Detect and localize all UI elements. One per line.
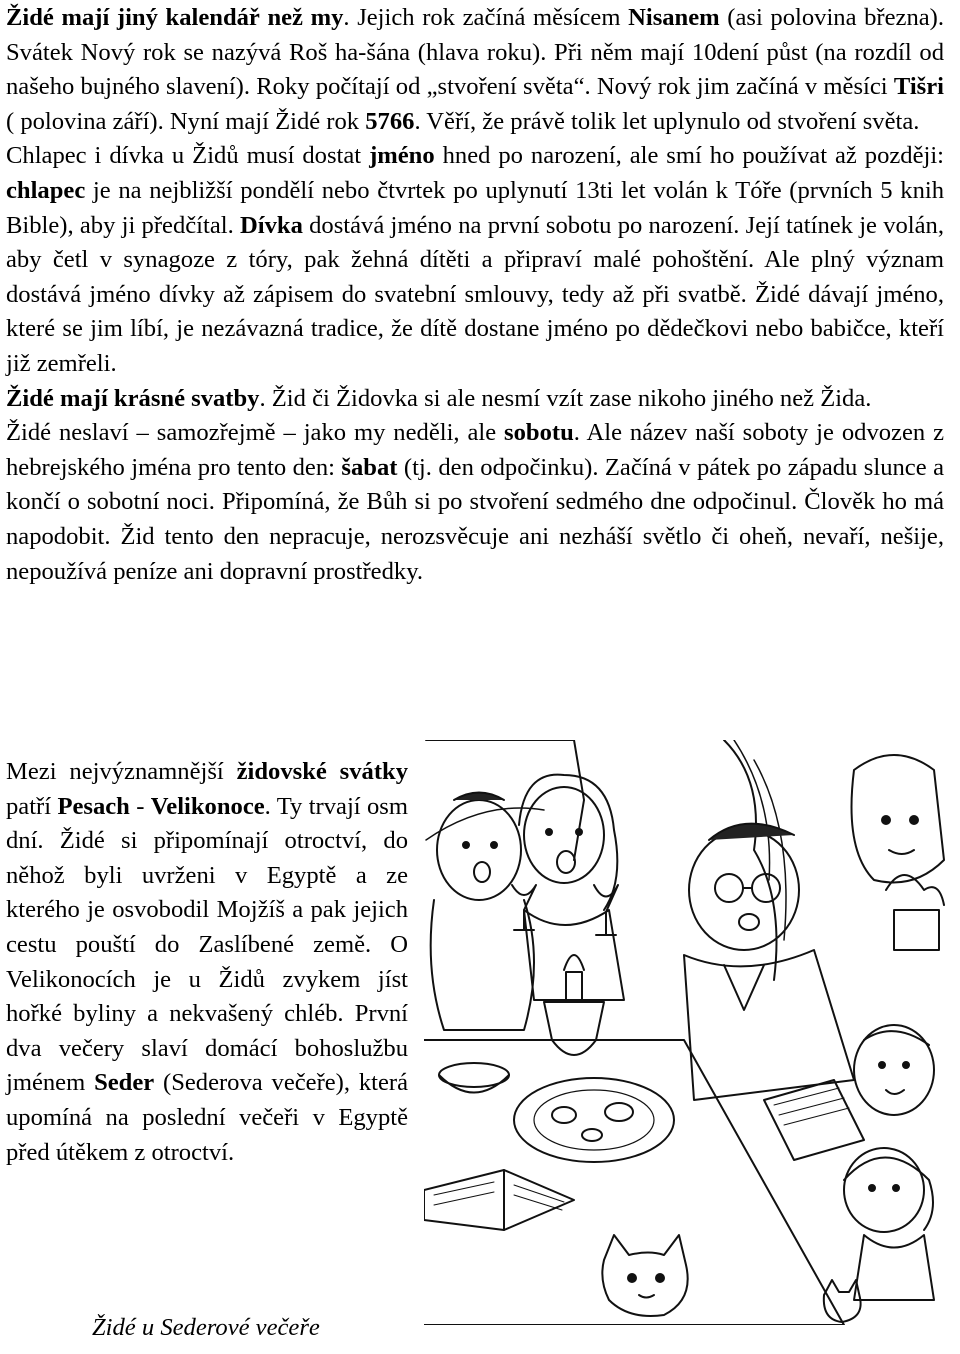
- seder-dinner-illustration: [424, 740, 946, 1325]
- bold-phrase: sobotu: [504, 419, 574, 447]
- text-run: Židé neslaví – samozřejmě – jako my neděli, ale: [6, 419, 505, 447]
- bold-phrase: 5766: [365, 107, 415, 135]
- text-run: . Věří, že právě tolik let uplynulo od stvoření světa.: [414, 107, 920, 135]
- paragraph-weddings: [6, 382, 944, 417]
- text-run: ( polovina září). Nyní mají Židé rok: [6, 107, 366, 135]
- pesach-column: [6, 755, 408, 1170]
- bold-phrase: Židé mají jiný kalendář než my: [6, 4, 344, 31]
- bold-phrase: Židé mají krásné svatby: [6, 384, 260, 412]
- bold-phrase: Pesach: [57, 792, 130, 820]
- paragraph-names: [6, 139, 944, 381]
- bold-phrase: Seder: [94, 1069, 155, 1097]
- text-run: patří: [6, 792, 58, 820]
- text-run: Chlapec i dívka u Židů musí dostat: [6, 142, 370, 170]
- text-run: (tj. den odpočinku). Začíná v pátek po západu slunce a končí o sobotní noci. Připomíná, že Bůh si po stvoření sedmého dne odpočinul. Člověk ho má napodobit. Žid tento den nepracuje, nerozsvěcuje ani nezháší světlo či oheň, nevaří, nešije, nepoužívá peníze ani dopravní prostředky.: [6, 453, 944, 585]
- text-run: Mezi nejvýznamnější: [6, 758, 237, 785]
- bold-phrase: chlapec: [6, 176, 86, 204]
- text-run: je na nejbližší pondělí nebo čtvrtek po uplynutí 13ti let volán k Tóře (prvních 5 knih Bible), aby ji předčítal.: [6, 176, 944, 239]
- text-run: dostává jméno na první sobotu po narození. Její tatínek je volán, aby četl v synagoze z tóry, pak žehná dítěti a připraví malé pohoštění. Ale plný význam dostává jméno dívky až zápisem do svatební smlouvy, tedy až při svatbě. Židé dávají jméno, které se jim líbí, je nezávazná tradice, že dítě dostane jméno po dědečkovi nebo babičce, kteří již zemřeli.: [6, 211, 944, 377]
- text-run: (Sederova večeře), která upomíná na poslední večeři v Egyptě před útěkem z otroctví.: [6, 1069, 408, 1166]
- paragraph-sabbath: [6, 416, 944, 589]
- text-run: . Jejich rok začíná měsícem: [343, 4, 629, 31]
- bold-phrase: jméno: [369, 142, 435, 170]
- bold-phrase: Nisanem: [628, 4, 720, 31]
- illustration-caption: Židé u Sederové večeře: [92, 1314, 320, 1341]
- text-run: hned po narození, ale smí ho používat až později:: [434, 142, 945, 170]
- paragraph-pesach: [6, 755, 408, 1170]
- text-run: -: [129, 792, 151, 820]
- text-run: . Ale název naší soboty je odvozen z hebrejského jména pro tento den:: [6, 419, 944, 481]
- text-run: . Ty trvají osm dní. Židé si připomínají otroctví, do něhož byli uvrženi v Egyptě a ze kterého je osvobodil Mojžíš a pak jejich cestu pouští do Zaslíbené země. O Velikonocích je u Židů zvykem jíst hořké byliny a nekvašený chléb. První dva večery slaví domácí bohoslužbu jménem: [6, 792, 408, 1097]
- main-text: [6, 1, 944, 589]
- text-run: . Žid či Židovka si ale nesmí vzít zase nikoho jiného než Žida.: [259, 384, 872, 412]
- bold-phrase: Velikonoce: [150, 792, 265, 820]
- bold-phrase: šabat: [341, 453, 398, 481]
- bold-phrase: židovské svátky: [236, 758, 408, 785]
- paragraph-calendar: [6, 1, 944, 139]
- bold-phrase: Dívka: [240, 211, 303, 239]
- text-run: (asi polovina března). Svátek Nový rok se nazývá Roš ha-šána (hlava roku). Při něm mají 10dení půst (na rozdíl od našeho bujného slavení). Roky počítají od „stvoření světa“. Nový rok jim začíná v měsíci: [6, 4, 944, 101]
- bold-phrase: Tišri: [893, 73, 944, 101]
